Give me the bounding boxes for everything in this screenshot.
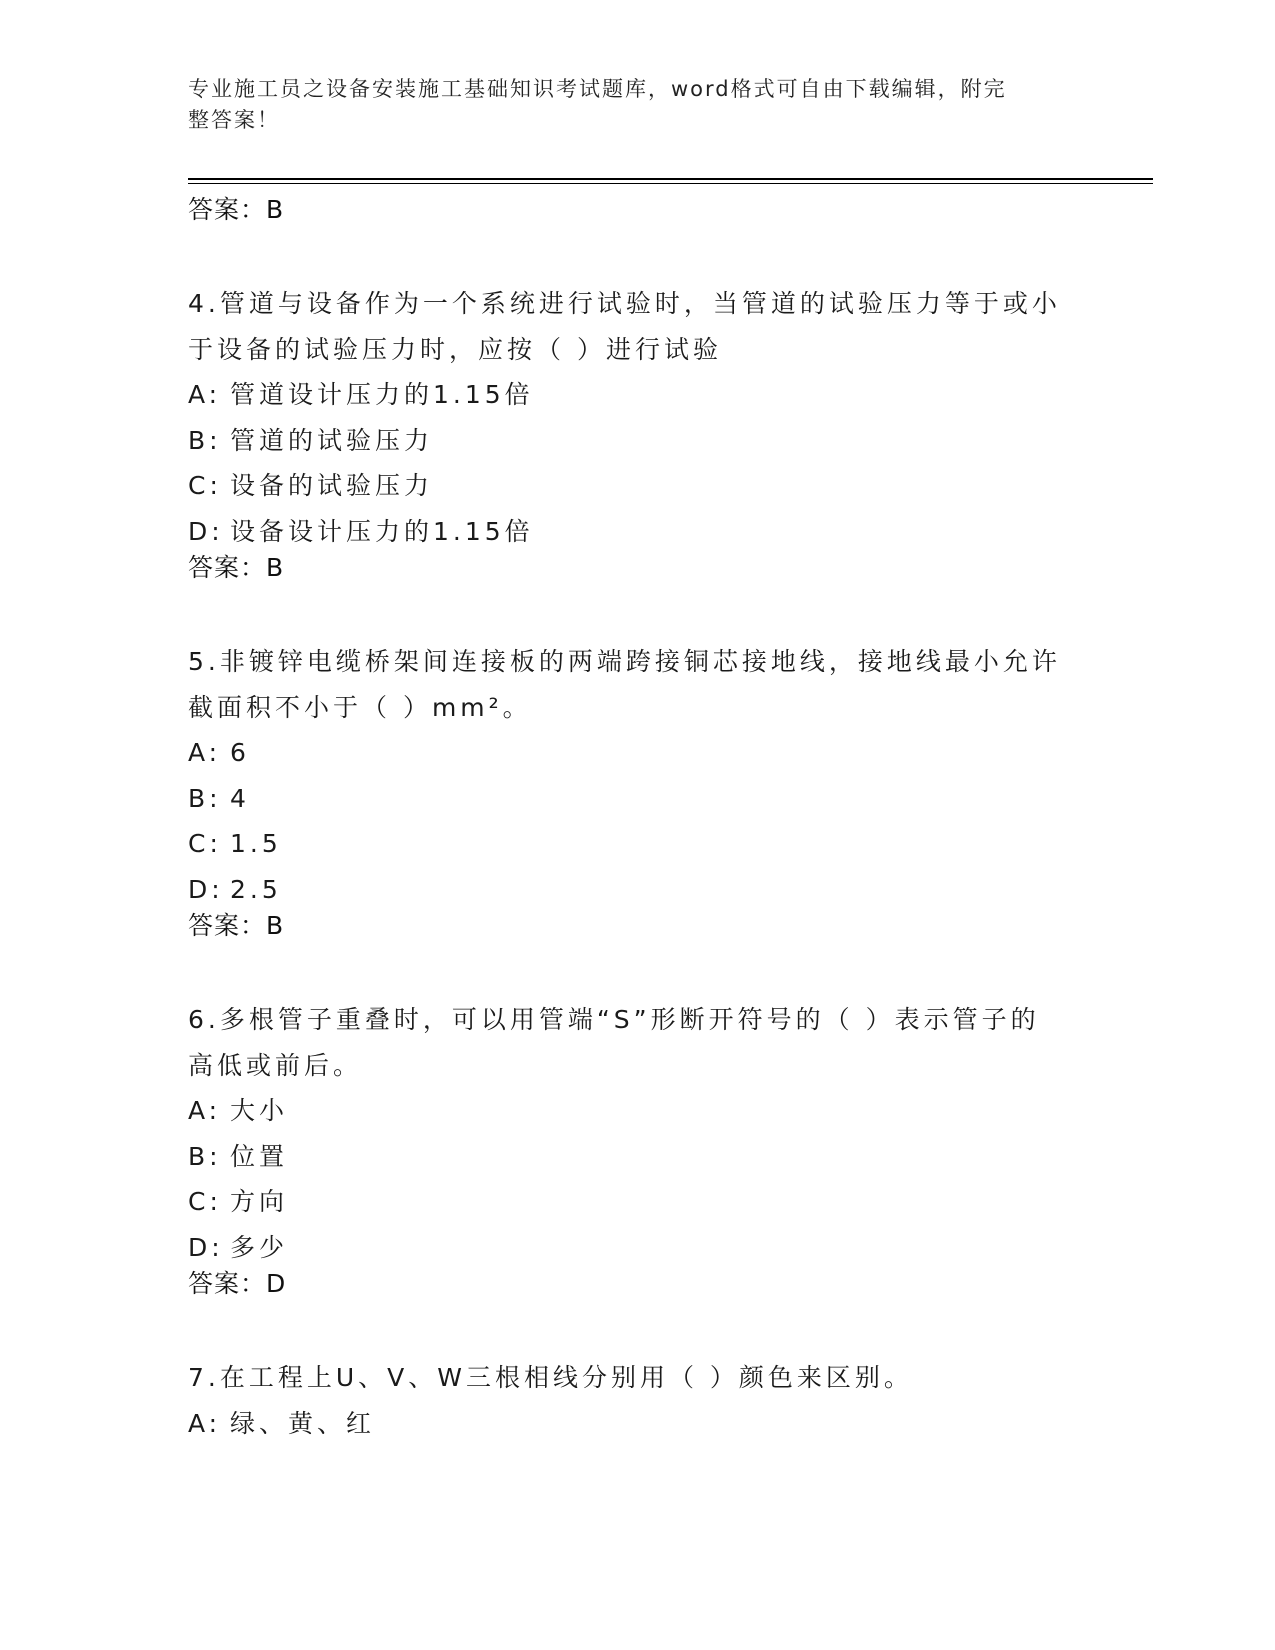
option-letter: C: [188,1187,222,1216]
option-letter: D: [188,874,224,904]
option-a [188,1401,1088,1447]
option-b [188,1134,1088,1180]
option-letter: A: [188,1096,222,1125]
question-text: 7.在工程上U、V、W三根相线分别用（ ）颜色来区别。 [188,1363,913,1392]
option-letter: B: [188,1141,222,1171]
option-c [188,1179,1088,1225]
option-text: 4 [230,783,250,813]
question-text: 4.管道与设备作为一个系统进行试验时，当管道的试验压力等于或小于设备的试验压力时，应按（ ）进行试验 [188,289,1061,364]
option-c [188,821,1088,867]
option-a [188,372,1088,418]
option-b [188,418,1088,464]
header-line-2: 整答案！ [188,108,280,132]
option-letter: A: [188,738,222,767]
question-item [188,997,1088,1299]
answer-value: B [266,195,285,224]
option-text: 6 [230,738,250,767]
option-letter: B: [188,425,222,455]
answer-label: 答案： [188,1269,267,1298]
question-item [188,639,1088,941]
option-text: 绿、黄、红 [230,1408,376,1438]
option-letter: D: [188,1232,224,1262]
option-text: 大小 [230,1096,289,1125]
question-text: 5.非镀锌电缆桥架间连接板的两端跨接铜芯接地线，接地线最小允许截面积不小于（ ）mm²。 [188,647,1061,722]
question-text: 6.多根管子重叠时，可以用管端“S”形断开符号的（ ）表示管子的高低或前后。 [188,1005,1040,1080]
question-item [188,281,1088,583]
option-text: 多少 [230,1232,289,1262]
option-letter: A: [188,380,222,409]
question-list [188,190,1088,1446]
option-d [188,1225,1088,1271]
answer-line [188,195,1088,225]
option-text: 1.5 [230,829,282,858]
option-text: 管道设计压力的1.15倍 [230,380,534,409]
option-text: 管道的试验压力 [230,425,434,455]
header-line-1: 专业施工员之设备安装施工基础知识考试题库，word格式可自由下载编辑，附完 [188,77,1007,101]
option-text: 设备设计压力的1.15倍 [230,516,534,546]
option-letter: C: [188,471,222,500]
option-letter: B: [188,783,222,813]
option-d [188,509,1088,555]
option-a [188,730,1088,776]
answer-line [188,1269,1088,1299]
option-text: 设备的试验压力 [230,471,434,500]
header-divider [188,178,1153,184]
answer-label: 答案： [188,911,267,940]
option-letter: D: [188,516,224,546]
option-letter: C: [188,829,222,858]
option-d [188,867,1088,913]
answer-label: 答案： [188,195,267,224]
option-c [188,463,1088,509]
option-b [188,776,1088,822]
option-text: 位置 [230,1141,289,1171]
question-item [188,1355,1088,1446]
option-text: 2.5 [230,874,282,904]
document-header [188,74,1068,136]
option-letter: A: [188,1408,222,1438]
option-text: 方向 [230,1187,289,1216]
option-a [188,1088,1088,1134]
answer-value: B [266,553,285,582]
answer-line [188,911,1088,941]
answer-line [188,553,1088,583]
answer-label: 答案： [188,553,267,582]
answer-value: B [266,911,285,940]
answer-value: D [266,1269,287,1298]
